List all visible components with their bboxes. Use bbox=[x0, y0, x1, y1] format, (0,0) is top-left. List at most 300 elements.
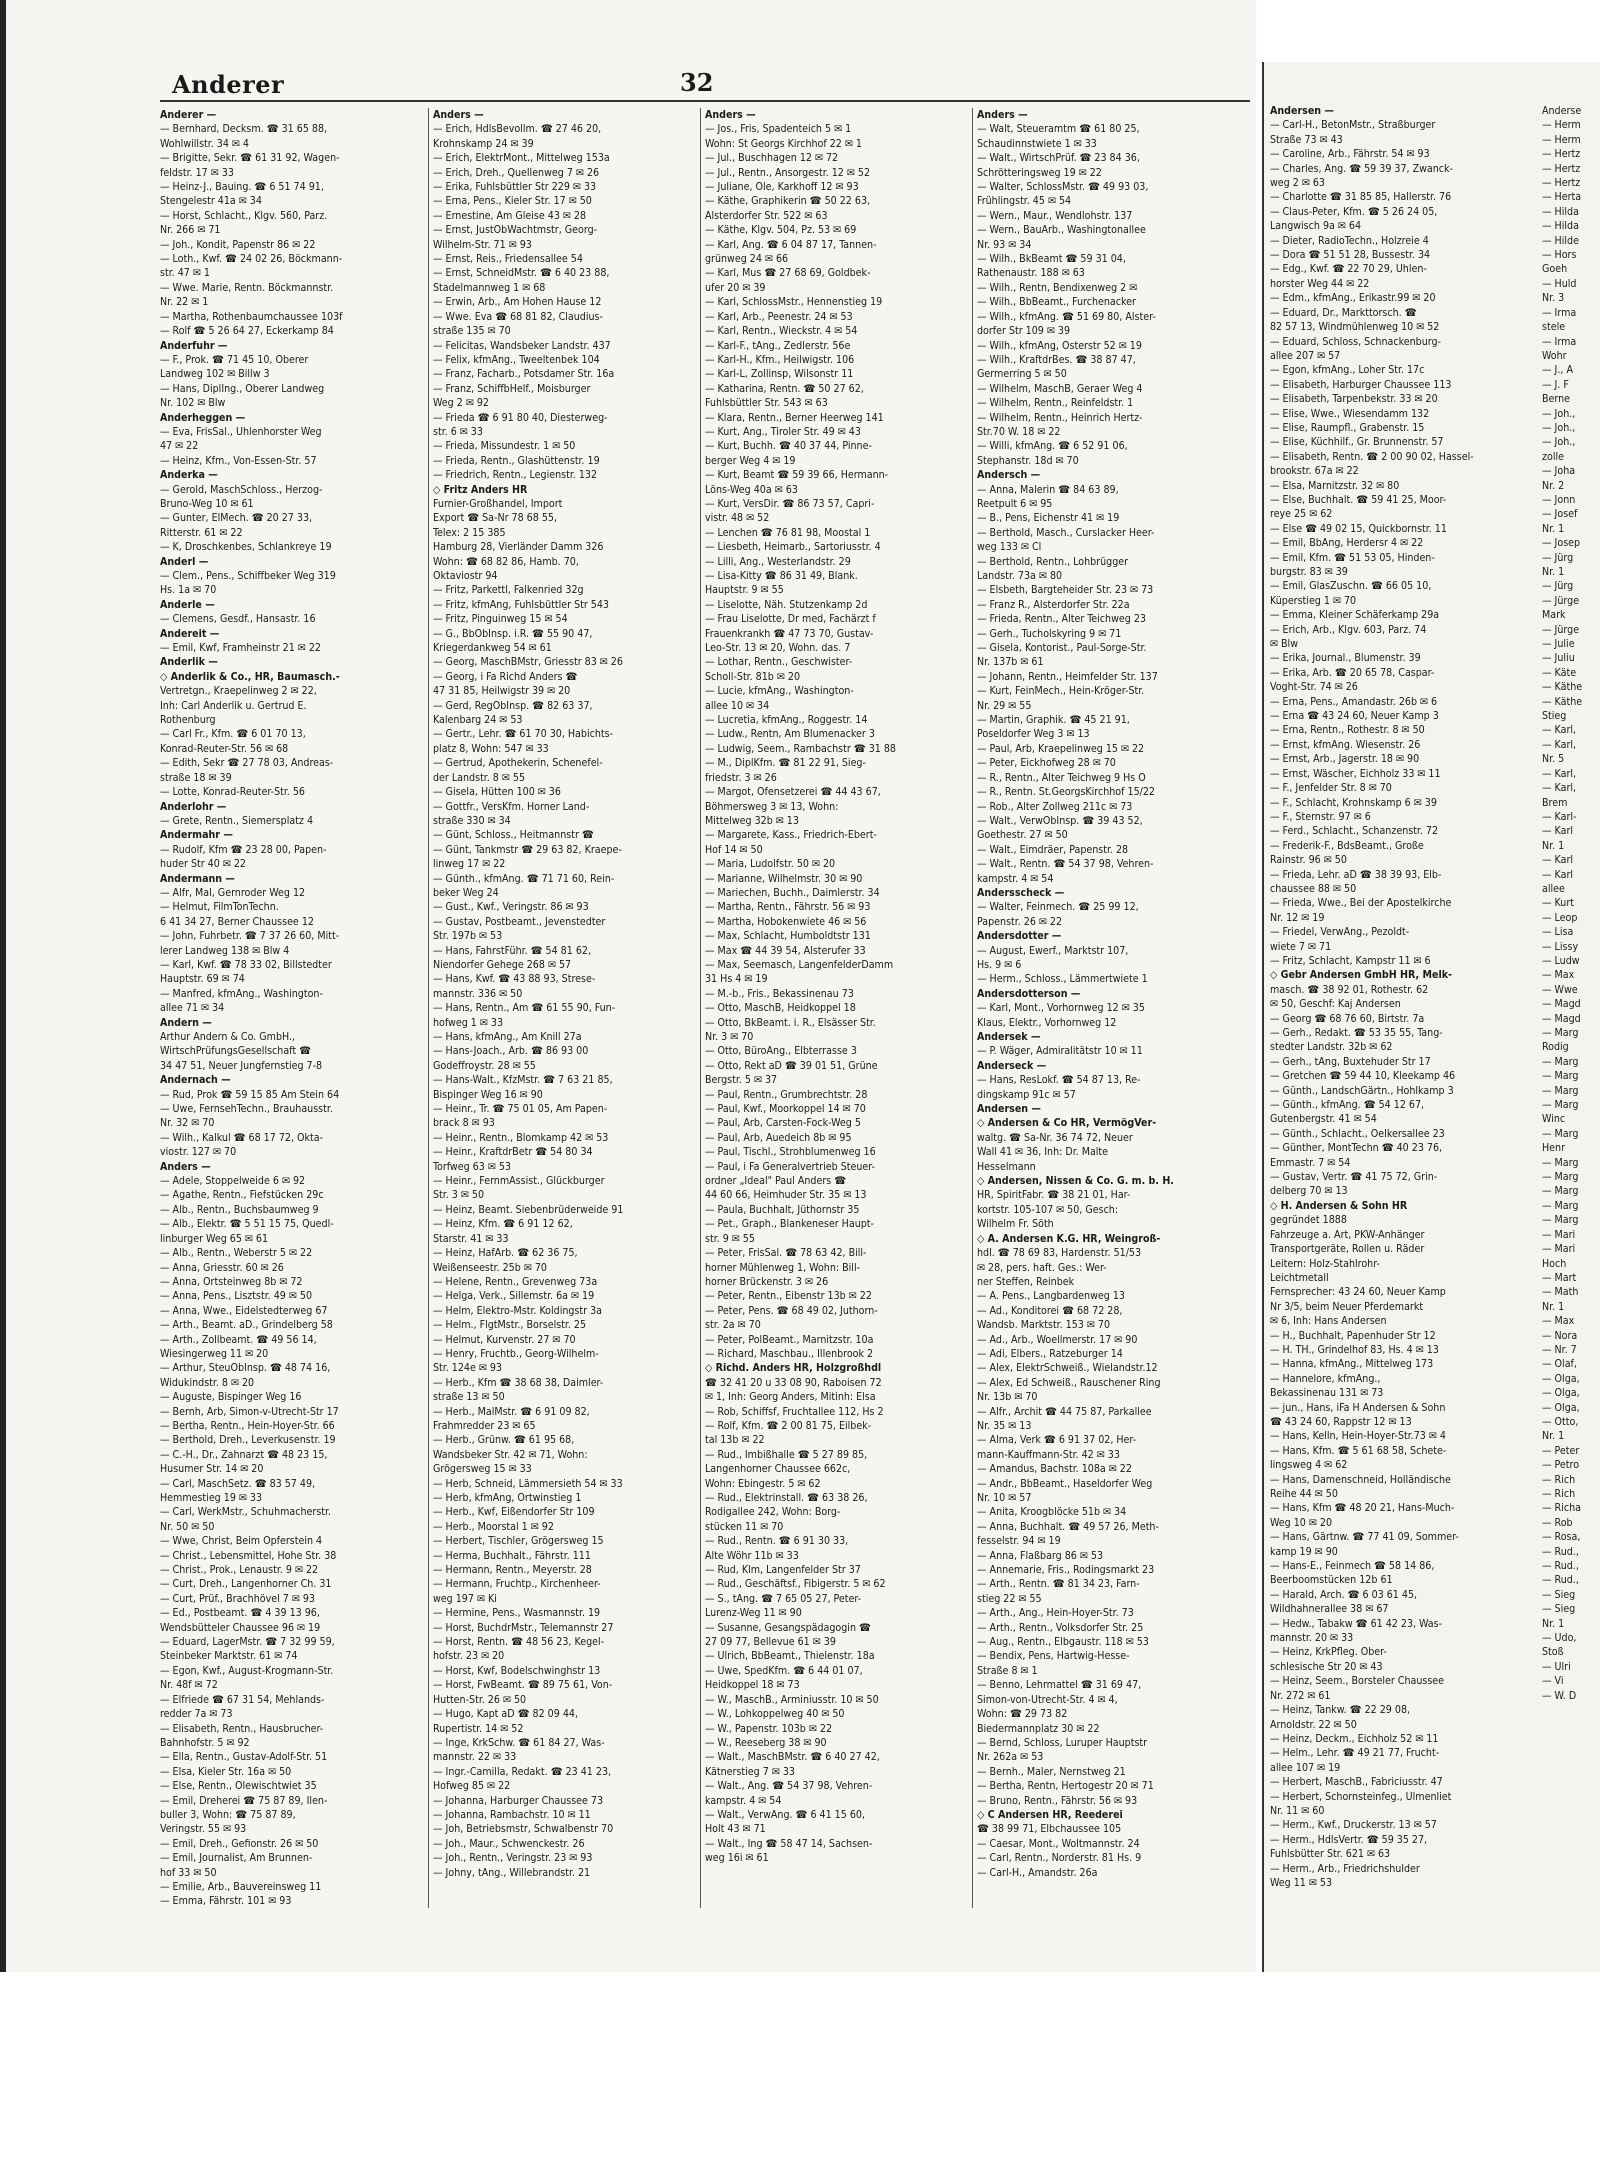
directory-entry-line: — Gustav, Postbeamt., Jevenstedter bbox=[433, 915, 606, 928]
directory-entry-line: — Martha, Rothenbaumchaussee 103f bbox=[160, 310, 343, 323]
directory-entry-line: — Hans-Joach., Arb. ☎ 86 93 00 bbox=[433, 1045, 589, 1058]
directory-entry-line: Nr. 272 ✉ 61 bbox=[1270, 1689, 1331, 1702]
directory-entry-line: Mark bbox=[1542, 609, 1566, 622]
directory-entry-line: — Christ., Lebensmittel, Hohe Str. 38 bbox=[160, 1549, 337, 1562]
directory-entry-line: — Max, Seemasch, LangenfelderDamm bbox=[705, 958, 894, 971]
directory-entry-line: — August, Ewerf., Marktstr 107, bbox=[977, 944, 1129, 957]
directory-entry-line: — Georg ☎ 68 76 60, Birtstr. 7a bbox=[1270, 1012, 1425, 1025]
directory-entry-line: Fernsprecher: 43 24 60, Neuer Kamp bbox=[1270, 1286, 1446, 1299]
directory-entry-line: Kriegerdankweg 54 ✉ 61 bbox=[433, 642, 552, 655]
directory-entry-line: — Arth., Beamt. aD., Grindelberg 58 bbox=[160, 1319, 333, 1332]
directory-entry-line: — Emil, Kfm. ☎ 51 53 05, Hinden- bbox=[1270, 551, 1435, 564]
directory-entry-line: — Carl, Rentn., Norderstr. 81 Hs. 9 bbox=[977, 1852, 1142, 1865]
directory-entry-line: Wildhahnerallee 38 ✉ 67 bbox=[1270, 1603, 1389, 1616]
directory-entry-line: — Paula, Buchhalt, Jüthornstr 35 bbox=[705, 1203, 860, 1216]
directory-entry-line: Rainstr. 96 ✉ 50 bbox=[1270, 854, 1347, 867]
directory-entry-line: — Herb., Grünw. ☎ 61 95 68, bbox=[433, 1434, 575, 1447]
directory-entry-line: — Edm., kfmAng., Erikastr.99 ✉ 20 bbox=[1270, 292, 1436, 305]
directory-entry-line: straße 330 ✉ 34 bbox=[433, 814, 511, 827]
directory-entry-line: — Marg bbox=[1542, 1070, 1579, 1083]
directory-entry-line: Bispinger Weg 16 ✉ 90 bbox=[433, 1088, 543, 1101]
directory-entry-line: — Ed., Postbeamt. ☎ 4 39 13 96, bbox=[160, 1607, 320, 1620]
directory-entry-line: — Rolf, Kfm. ☎ 2 00 81 75, Eilbek- bbox=[705, 1419, 872, 1432]
directory-entry-line: kampstr. 4 ✉ 54 bbox=[977, 872, 1054, 885]
directory-entry-line: — Arth., Zollbeamt. ☎ 49 56 14, bbox=[160, 1333, 317, 1346]
directory-entry-line: — Kurt bbox=[1542, 897, 1574, 910]
column-divider bbox=[428, 108, 429, 1908]
directory-entry-line: — Bruno, Rentn., Fährstr. 56 ✉ 93 bbox=[977, 1794, 1138, 1807]
directory-entry-line: Klaus, Elektr., Vorhornweg 12 bbox=[977, 1016, 1117, 1029]
directory-entry-line: — Karl, Ang. ☎ 6 04 87 17, Tannen- bbox=[705, 238, 877, 251]
directory-entry-line: Kätnerstieg 7 ✉ 33 bbox=[705, 1765, 795, 1778]
directory-entry-line: — Helene, Rentn., Grevenweg 73a bbox=[433, 1275, 598, 1288]
directory-entry-line: Leitern: Holz-Stahlrohr- bbox=[1270, 1257, 1380, 1270]
directory-entry-line: — Kurt, Beamt ☎ 59 39 66, Hermann- bbox=[705, 469, 889, 482]
directory-entry-line: — Karl, bbox=[1542, 724, 1577, 737]
directory-entry-line: Anderheggen — bbox=[160, 411, 246, 424]
directory-entry-line: Konrad-Reuter-Str. 56 ✉ 68 bbox=[160, 742, 289, 755]
directory-entry-line: — Heinz, Deckm., Eichholz 52 ✉ 11 bbox=[1270, 1732, 1439, 1745]
directory-entry-line: — Alma, Verk ☎ 6 91 37 02, Her- bbox=[977, 1434, 1137, 1447]
directory-entry-line: Anderfuhr — bbox=[160, 339, 228, 352]
directory-entry-line: — Jul., Rentn., Ansorgestr. 12 ✉ 52 bbox=[705, 166, 871, 179]
directory-entry-line: — Frieda, Rentn., Glashüttenstr. 19 bbox=[433, 454, 600, 467]
directory-entry-line: Weg 10 ✉ 20 bbox=[1270, 1516, 1333, 1529]
directory-entry-line: Rodigallee 242, Wohn: Borg- bbox=[705, 1506, 841, 1519]
directory-entry-line: Nr. 1 bbox=[1542, 522, 1565, 535]
directory-entry-line: — Ella, Rentn., Gustav-Adolf-Str. 51 bbox=[160, 1751, 328, 1764]
directory-entry-line: — Gerh., Tucholskyring 9 ✉ 71 bbox=[977, 627, 1122, 640]
directory-entry-line: ✉ 1, Inh: Georg Anders, Mitinh: Elsa bbox=[705, 1391, 876, 1404]
directory-entry-line: — Käthe bbox=[1542, 681, 1583, 694]
directory-entry-line: — Heinz, Tankw. ☎ 22 29 08, bbox=[1270, 1704, 1411, 1717]
directory-entry-line: — Rud, Klm, Langenfelder Str 37 bbox=[705, 1564, 861, 1577]
directory-entry-line: — P. Wäger, Admiralitätstr 10 ✉ 11 bbox=[977, 1045, 1143, 1058]
directory-entry-line: — Bernd, Schloss, Luruper Hauptstr bbox=[977, 1736, 1148, 1749]
directory-entry-line: Leo-Str. 13 ✉ 20, Wohn. das. 7 bbox=[705, 642, 851, 655]
directory-entry-line: buller 3, Wohn: ☎ 75 87 89, bbox=[160, 1808, 296, 1821]
directory-entry-line: — Rud., Imbißhalle ☎ 5 27 89 85, bbox=[705, 1448, 868, 1461]
directory-entry-line: Weg 2 ✉ 92 bbox=[433, 397, 489, 410]
directory-entry-line: Rothenburg bbox=[160, 714, 216, 727]
directory-entry-line: hofstr. 23 ✉ 20 bbox=[433, 1650, 505, 1663]
directory-entry-line: — Margot, Ofensetzerei ☎ 44 43 67, bbox=[705, 786, 881, 799]
directory-entry-line: — Anna, Griesstr. 60 ✉ 26 bbox=[160, 1261, 284, 1274]
directory-entry-line: Wandsbeker Str. 42 ✉ 71, Wohn: bbox=[433, 1448, 588, 1461]
directory-entry-line: — Hans-E., Feinmech ☎ 58 14 86, bbox=[1270, 1560, 1435, 1573]
directory-entry-line: — Josef bbox=[1542, 508, 1578, 521]
directory-entry-line: — Marg bbox=[1542, 1099, 1579, 1112]
directory-entry-line: Anderseck — bbox=[977, 1059, 1047, 1072]
directory-entry-line: Telex: 2 15 385 bbox=[433, 526, 506, 539]
directory-entry-line: — Martin, Graphik. ☎ 45 21 91, bbox=[977, 714, 1130, 727]
directory-entry-line: Stadelmannweg 1 ✉ 68 bbox=[433, 281, 546, 294]
directory-entry-line: — Hermann, Fruchtp., Kirchenheer- bbox=[433, 1578, 601, 1591]
directory-entry-line: straße 18 ✉ 39 bbox=[160, 771, 232, 784]
directory-entry-line: Steinbeker Marktstr. 61 ✉ 74 bbox=[160, 1650, 298, 1663]
directory-entry-line: — F., Schlacht, Krohnskamp 6 ✉ 39 bbox=[1270, 796, 1437, 809]
directory-entry-line: Nr. 266 ✉ 71 bbox=[160, 224, 221, 237]
directory-entry-line: lerer Landweg 138 ✉ Blw 4 bbox=[160, 944, 290, 957]
directory-entry-line: — Helm., Lehr. ☎ 49 21 77, Frucht- bbox=[1270, 1747, 1440, 1760]
directory-entry-line: beker Weg 24 bbox=[433, 886, 499, 899]
page-edge bbox=[0, 0, 6, 1972]
directory-entry-line: Germerring 5 ✉ 50 bbox=[977, 368, 1067, 381]
directory-entry-line: — Johanna, Rambachstr. 10 ✉ 11 bbox=[433, 1808, 591, 1821]
directory-entry-line: Anderlohr — bbox=[160, 800, 227, 813]
directory-entry-line: Berne bbox=[1542, 393, 1571, 406]
directory-entry-line: mannstr. 336 ✉ 50 bbox=[433, 987, 523, 1000]
directory-entry-line: — W., Reeseberg 38 ✉ 90 bbox=[705, 1736, 827, 1749]
directory-entry-line: — Heinz-J., Bauing. ☎ 6 51 74 91, bbox=[160, 181, 324, 194]
directory-entry-line: — Nr. 7 bbox=[1542, 1343, 1577, 1356]
directory-entry-line: — Hedw., Tabakw ☎ 61 42 23, Was- bbox=[1270, 1617, 1443, 1630]
directory-entry-line: Anders — bbox=[160, 1160, 211, 1173]
directory-entry-line: — Käthe bbox=[1542, 695, 1583, 708]
directory-entry-line: — Kurt, Ang., Tiroler Str. 49 ✉ 43 bbox=[705, 425, 861, 438]
directory-entry-line: Beerboomstücken 12b 61 bbox=[1270, 1574, 1393, 1587]
directory-entry-line: — Rob, Schiffsf, Fruchtallee 112, Hs 2 bbox=[705, 1405, 884, 1418]
directory-entry-line: — Vi bbox=[1542, 1675, 1564, 1688]
directory-entry-line: — Walt., MaschBMstr. ☎ 6 40 27 42, bbox=[705, 1751, 880, 1764]
directory-entry-line: Goeh bbox=[1542, 263, 1568, 276]
directory-entry-line: — M., DiplKfm. ☎ 81 22 91, Sieg- bbox=[705, 757, 866, 770]
directory-entry-line: WirtschPrüfungsGesellschaft ☎ bbox=[160, 1045, 311, 1058]
directory-entry-line: chaussee 88 ✉ 50 bbox=[1270, 882, 1357, 895]
directory-entry-line: — Hilda bbox=[1542, 220, 1579, 233]
directory-entry-line: Bruno-Weg 10 ✉ 61 bbox=[160, 497, 254, 510]
directory-entry-line: — Karl-H., Kfm., Heilwigstr. 106 bbox=[705, 353, 855, 366]
directory-entry-line: — Rud., Geschäftsf., Fibigerstr. 5 ✉ 62 bbox=[705, 1578, 886, 1591]
directory-entry-line: — Fritz, Schlacht, Kampstr 11 ✉ 6 bbox=[1270, 954, 1431, 967]
directory-entry-line: — Katharina, Rentn. ☎ 50 27 62, bbox=[705, 382, 864, 395]
directory-entry-line: — Frieda, Missundestr. 1 ✉ 50 bbox=[433, 440, 576, 453]
directory-entry-line: — Helm, Elektro-Mstr. Koldingstr 3a bbox=[433, 1304, 602, 1317]
directory-entry-line: Stieg bbox=[1542, 710, 1567, 723]
directory-entry-line: Biedermannplatz 30 ✉ 22 bbox=[977, 1722, 1100, 1735]
directory-entry-line: — Elisabeth, Rentn., Hausbrucher- bbox=[160, 1722, 324, 1735]
directory-entry-line: — Rud., bbox=[1542, 1545, 1579, 1558]
directory-entry-line: Nr. 3 ✉ 70 bbox=[705, 1031, 754, 1043]
directory-entry-line: — Walter, SchlossMstr. ☎ 49 93 03, bbox=[977, 181, 1149, 194]
directory-entry-line: — Erika, Fuhlsbüttler Str 229 ✉ 33 bbox=[433, 181, 597, 194]
directory-entry-line: — Else, Rentn., Olewischtwiet 35 bbox=[160, 1780, 317, 1793]
directory-entry-line: — Maria, Ludolfstr. 50 ✉ 20 bbox=[705, 858, 836, 871]
directory-entry-line: — Emil, Dreherei ☎ 75 87 89, Ilen- bbox=[160, 1794, 328, 1807]
directory-entry-line: Andersen — bbox=[977, 1103, 1041, 1116]
directory-entry-line: Krohnskamp 24 ✉ 39 bbox=[433, 137, 534, 150]
directory-entry-line: — Ingr.-Camilla, Redakt. ☎ 23 41 23, bbox=[433, 1765, 612, 1778]
directory-entry-line: — Mart bbox=[1542, 1271, 1577, 1284]
directory-entry-line: — Else, Buchhalt. ☎ 59 41 25, Moor- bbox=[1270, 493, 1447, 506]
directory-entry-line: Hemmestieg 19 ✉ 33 bbox=[160, 1492, 263, 1504]
directory-entry-line: — Margarete, Kass., Friedrich-Ebert- bbox=[705, 829, 877, 842]
directory-entry-line: — Gunter, ElMech. ☎ 20 27 33, bbox=[160, 512, 313, 525]
directory-entry-line: — Erika, Journal., Blumenstr. 39 bbox=[1270, 652, 1421, 665]
directory-entry-line: Wandsb. Marktstr. 153 ✉ 70 bbox=[977, 1319, 1111, 1332]
directory-entry-line: Papenstr. 26 ✉ 22 bbox=[977, 915, 1063, 928]
directory-entry-line: — Günth., LandschGärtn., Hohlkamp 3 bbox=[1270, 1084, 1454, 1097]
directory-entry-line: Weißenseestr. 25b ✉ 70 bbox=[433, 1261, 547, 1274]
directory-entry-line: Frauenkrankh ☎ 47 73 70, Gustav- bbox=[705, 627, 874, 640]
directory-entry-line: allee 207 ✉ 57 bbox=[1270, 349, 1341, 362]
directory-entry-line: — Herm., Schloss., Lämmertwiete 1 bbox=[977, 973, 1148, 986]
directory-entry-line: — Kurt, Buchh. ☎ 40 37 44, Pinne- bbox=[705, 440, 872, 453]
directory-entry-line: — Marg bbox=[1542, 1214, 1579, 1227]
directory-entry-line: kortstr. 105-107 ✉ 50, Gesch: bbox=[977, 1203, 1119, 1216]
directory-entry-line: — Udo, bbox=[1542, 1632, 1577, 1645]
directory-entry-line: — Hertz bbox=[1542, 162, 1581, 175]
directory-entry-line: Leichtmetall bbox=[1270, 1271, 1329, 1284]
directory-entry-line: — Hugo, Kapt aD ☎ 82 09 44, bbox=[433, 1708, 578, 1721]
directory-entry-line: — Marg bbox=[1542, 1199, 1579, 1212]
directory-entry-line: — Karl, bbox=[1542, 767, 1577, 780]
directory-entry-line: — Marg bbox=[1542, 1185, 1579, 1198]
directory-entry-line: — Peter bbox=[1542, 1444, 1580, 1457]
directory-entry-line: Anderka — bbox=[160, 469, 218, 482]
directory-entry-line: — Rich bbox=[1542, 1488, 1576, 1500]
directory-entry-line: — Georg, MaschBMstr, Griesstr 83 ✉ 26 bbox=[433, 656, 623, 669]
directory-entry-line: Hs. 1a ✉ 70 bbox=[160, 584, 217, 597]
directory-entry-line: — Herbert, Tischler, Grögersweg 15 bbox=[433, 1535, 604, 1548]
directory-entry-line: — Hans-Walt., KfzMstr. ☎ 7 63 21 85, bbox=[433, 1074, 613, 1087]
directory-entry-line: — Walt., VerwObInsp. ☎ 39 43 52, bbox=[977, 814, 1143, 827]
column-4 bbox=[977, 108, 1249, 1908]
directory-entry-line: — Erich, Dreh., Quellenweg 7 ✉ 26 bbox=[433, 166, 600, 179]
directory-entry-line: ◇ A. Andersen K.G. HR, Weingroß- bbox=[977, 1232, 1161, 1245]
directory-entry-line: — Johny, tAng., Willebrandstr. 21 bbox=[433, 1866, 591, 1879]
directory-entry-line: reye 25 ✉ 62 bbox=[1270, 508, 1333, 521]
directory-entry-line: — Marg bbox=[1542, 1027, 1579, 1039]
directory-entry-line: — Rud, Prok ☎ 59 15 85 Am Stein 64 bbox=[160, 1088, 340, 1101]
directory-entry-line: — Bertha, Rentn, Hertogestr 20 ✉ 71 bbox=[977, 1780, 1154, 1793]
directory-entry-line: allee 71 ✉ 34 bbox=[160, 1002, 225, 1015]
directory-entry-line: — W., MaschB., Arminiusstr. 10 ✉ 50 bbox=[705, 1693, 879, 1706]
directory-entry-line: — Wern., BauArb., Washingtonallee bbox=[977, 224, 1146, 237]
directory-entry-line: Str.70 W. 18 ✉ 22 bbox=[977, 425, 1061, 438]
directory-entry-line: — Karl, Arb., Peenestr. 24 ✉ 53 bbox=[705, 310, 853, 323]
directory-entry-line: Scholl-Str. 81b ✉ 20 bbox=[705, 670, 801, 683]
directory-entry-line: Landweg 102 ✉ Billw 3 bbox=[160, 368, 270, 381]
directory-entry-line: — Lucretia, kfmAng., Roggestr. 14 bbox=[705, 714, 868, 727]
directory-entry-line: — Irma bbox=[1542, 335, 1577, 348]
directory-entry-line: Fahrzeuge a. Art, PKW-Anhänger bbox=[1270, 1228, 1425, 1241]
directory-entry-line: — Anna, Flaßbarg 86 ✉ 53 bbox=[977, 1549, 1104, 1562]
directory-entry-line: Andersen — bbox=[1270, 105, 1334, 117]
directory-entry-line: ner Steffen, Reinbek bbox=[977, 1275, 1075, 1288]
directory-entry-line: — Uwe, SpedKfm. ☎ 6 44 01 07, bbox=[705, 1664, 863, 1677]
column-2 bbox=[433, 108, 705, 1908]
directory-entry-line: Andersek — bbox=[977, 1031, 1041, 1043]
directory-entry-line: — Helga, Verk., Sillemstr. 6a ✉ 19 bbox=[433, 1290, 595, 1303]
directory-entry-line: Stengelestr 41a ✉ 34 bbox=[160, 195, 262, 208]
directory-entry-line: — Otto, MaschB, Heidkoppel 18 bbox=[705, 1002, 856, 1015]
directory-entry-line: tal 13b ✉ 22 bbox=[705, 1434, 765, 1447]
directory-entry-line: — Ernst, Arb., Jagerstr. 18 ✉ 90 bbox=[1270, 753, 1420, 766]
directory-entry-line: — S., tAng. ☎ 7 65 05 27, Peter- bbox=[705, 1592, 862, 1605]
directory-entry-line: — Juliane, Ole, Karkhoff 12 ✉ 93 bbox=[705, 181, 859, 194]
directory-entry-line: horster Weg 44 ✉ 22 bbox=[1270, 277, 1370, 290]
directory-entry-line: Nr. 50 ✉ 50 bbox=[160, 1520, 215, 1533]
directory-entry-line: — Walt., Ang. ☎ 54 37 98, Vehren- bbox=[705, 1780, 873, 1793]
directory-entry-line: — Walt., WirtschPrüf. ☎ 23 84 36, bbox=[977, 152, 1140, 165]
directory-entry-line: Export ☎ Sa-Nr 78 68 55, bbox=[433, 512, 557, 525]
directory-entry-line: Reetpult 6 ✉ 95 bbox=[977, 497, 1053, 510]
directory-entry-line: Hoch bbox=[1542, 1257, 1567, 1270]
directory-entry-line: — Rosa, bbox=[1542, 1531, 1581, 1544]
directory-entry-line: Nr. 1 bbox=[1542, 1617, 1565, 1630]
directory-entry-line: — Bernh., Maler, Nernstweg 21 bbox=[977, 1765, 1126, 1778]
column-divider bbox=[700, 108, 701, 1908]
directory-entry-line: — J. F bbox=[1542, 378, 1569, 391]
directory-entry-line: — Hans, Rentn., Am ☎ 61 55 90, Fun- bbox=[433, 1002, 616, 1015]
directory-entry-line: — Carl-H., Amandstr. 26a bbox=[977, 1866, 1098, 1879]
directory-entry-line: Schrötteringsweg 19 ✉ 22 bbox=[977, 166, 1102, 179]
directory-entry-line: — F., Sternstr. 97 ✉ 6 bbox=[1270, 810, 1371, 823]
directory-entry-line: — Peter, FrisSal. ☎ 78 63 42, Bill- bbox=[705, 1247, 867, 1260]
directory-entry-line: Stoß bbox=[1542, 1646, 1564, 1659]
directory-entry-line: Schaudinnstwiete 1 ✉ 33 bbox=[977, 137, 1097, 150]
directory-entry-line: 6 41 34 27, Berner Chaussee 12 bbox=[160, 915, 314, 928]
directory-entry-line: dingskamp 91c ✉ 57 bbox=[977, 1088, 1076, 1101]
directory-entry-line: — Wilh., BbBeamt., Furchenacker bbox=[977, 296, 1136, 309]
directory-entry-line: ✉ 6, Inh: Hans Andersen bbox=[1270, 1315, 1387, 1328]
directory-entry-line: — Karl bbox=[1542, 825, 1574, 838]
directory-entry-line: delberg 70 ✉ 13 bbox=[1270, 1185, 1348, 1198]
directory-entry-line: — A. Pens., Langbardenweg 13 bbox=[977, 1290, 1125, 1303]
directory-entry-line: ☎ 43 24 60, Rappstr 12 ✉ 13 bbox=[1270, 1415, 1412, 1428]
directory-entry-line: — Auguste, Bispinger Weg 16 bbox=[160, 1391, 302, 1404]
directory-entry-line: — Erich, ElektrMont., Mittelweg 153a bbox=[433, 152, 610, 165]
directory-entry-line: Nr. 22 ✉ 1 bbox=[160, 296, 209, 309]
directory-entry-line: Wendsbütteler Chaussee 96 ✉ 19 bbox=[160, 1621, 321, 1634]
header-rule bbox=[160, 100, 1250, 102]
directory-entry-line: — Grete, Rentn., Siemersplatz 4 bbox=[160, 814, 314, 827]
directory-entry-line: Nr. 3 bbox=[1542, 292, 1565, 305]
directory-entry-line: str. 6 ✉ 33 bbox=[433, 425, 483, 438]
directory-entry-line: — Walt., Rentn. ☎ 54 37 98, Vehren- bbox=[977, 858, 1154, 871]
directory-entry-line: — Marg bbox=[1542, 1084, 1579, 1097]
directory-entry-line: Arnoldstr. 22 ✉ 50 bbox=[1270, 1718, 1357, 1731]
directory-entry-line: — Fritz, Pinguinweg 15 ✉ 54 bbox=[433, 613, 568, 626]
directory-entry-line: Weg 11 ✉ 53 bbox=[1270, 1876, 1333, 1889]
directory-entry-line: — Johann, Rentn., Heimfelder Str. 137 bbox=[977, 670, 1158, 683]
directory-entry-line: — Gisela, Hütten 100 ✉ 36 bbox=[433, 786, 561, 799]
directory-entry-line: — F., Jenfelder Str. 8 ✉ 70 bbox=[1270, 782, 1392, 795]
directory-entry-line: Böhmersweg 3 ✉ 13, Wohn: bbox=[705, 800, 839, 813]
directory-entry-line: 82 57 13, Windmühlenweg 10 ✉ 52 bbox=[1270, 321, 1440, 334]
directory-entry-line: Straße 73 ✉ 43 bbox=[1270, 133, 1343, 146]
directory-entry-line: — Wilhelm, Rentn., Heinrich Hertz- bbox=[977, 411, 1143, 424]
directory-entry-line: — Lilli, Ang., Westerlandstr. 29 bbox=[705, 555, 851, 568]
directory-entry-line: Lurenz-Weg 11 ✉ 90 bbox=[705, 1607, 802, 1620]
directory-entry-line: — Karl, Mus ☎ 27 68 69, Goldbek- bbox=[705, 267, 871, 280]
directory-entry-line: — Clemens, Gesdf., Hansastr. 16 bbox=[160, 613, 316, 626]
directory-entry-line: — Horst, Kwf, Bodelschwinghstr 13 bbox=[433, 1664, 601, 1677]
directory-entry-line: Widukindstr. 8 ✉ 20 bbox=[160, 1376, 255, 1389]
directory-entry-line: — Paul, Rentn., Grumbrechtstr. 28 bbox=[705, 1088, 868, 1101]
directory-entry-line: Str. 197b ✉ 53 bbox=[433, 930, 503, 943]
directory-entry-line: — Martha, Rentn., Fährstr. 56 ✉ 93 bbox=[705, 901, 871, 914]
directory-entry-line: Andermahr — bbox=[160, 829, 233, 842]
directory-entry-line: Wiesingerweg 11 ✉ 20 bbox=[160, 1347, 269, 1360]
directory-entry-line: — Wilh., kfmAng, Osterstr 52 ✉ 19 bbox=[977, 339, 1142, 352]
directory-entry-line: — Alfr., Archit ☎ 44 75 87, Parkallee bbox=[977, 1405, 1152, 1418]
directory-entry-line: — Wilhelm, Rentn., Reinfeldstr. 1 bbox=[977, 397, 1134, 410]
directory-entry-line: — M.-b., Fris., Bekassinenau 73 bbox=[705, 987, 854, 1000]
directory-entry-line: Andersscheck — bbox=[977, 886, 1065, 899]
directory-entry-line: — Hans, Kfm. ☎ 5 61 68 58, Schete- bbox=[1270, 1444, 1447, 1457]
directory-entry-line: Nr. 102 ✉ Blw bbox=[160, 397, 226, 410]
directory-entry-line: Nr. 11 ✉ 60 bbox=[1270, 1804, 1325, 1817]
directory-entry-line: horner Brückenstr. 3 ✉ 26 bbox=[705, 1275, 829, 1288]
directory-entry-line: Str. 124e ✉ 93 bbox=[433, 1362, 502, 1375]
directory-entry-line: linweg 17 ✉ 22 bbox=[433, 858, 506, 871]
directory-entry-line: — Friedel, VerwAng., Pezoldt- bbox=[1270, 926, 1410, 939]
directory-entry-line: 47 31 85, Heilwigstr 39 ✉ 20 bbox=[433, 685, 571, 698]
directory-entry-line: Nr. 48f ✉ 72 bbox=[160, 1679, 218, 1692]
directory-entry-line: Nr. 29 ✉ 55 bbox=[977, 699, 1032, 712]
directory-entry-line: Wall 41 ✉ 36, Inh: Dr. Malte bbox=[977, 1146, 1109, 1159]
directory-entry-line: weg 197 ✉ Ki bbox=[433, 1592, 497, 1605]
directory-entry-line: — Alb., Rentn., Weberstr 5 ✉ 22 bbox=[160, 1247, 313, 1260]
directory-entry-line: — Marg bbox=[1542, 1156, 1579, 1169]
directory-entry-line: — Magd bbox=[1542, 1012, 1581, 1025]
directory-entry-line: — Joh., bbox=[1542, 407, 1576, 420]
directory-entry-line: — Magd bbox=[1542, 998, 1581, 1011]
directory-entry-line: Andern — bbox=[160, 1016, 212, 1029]
directory-entry-line: Fuhlsbüttler Str. 543 ✉ 63 bbox=[705, 397, 828, 410]
right-column-1 bbox=[1270, 104, 1536, 1904]
directory-entry-line: Husumer Str. 14 ✉ 20 bbox=[160, 1463, 264, 1476]
directory-entry-line: — Frieda ☎ 6 91 80 40, Diesterweg- bbox=[433, 411, 608, 424]
directory-entry-line: Str. 3 ✉ 50 bbox=[433, 1189, 485, 1202]
directory-entry-line: straße 13 ✉ 50 bbox=[433, 1391, 505, 1404]
directory-entry-line: ◇ Gebr Andersen GmbH HR, Melk- bbox=[1270, 969, 1452, 982]
directory-entry-line: — Jul., Buschhagen 12 ✉ 72 bbox=[705, 152, 839, 165]
directory-entry-line: — Ad., Arb., Woellmerstr. 17 ✉ 90 bbox=[977, 1333, 1138, 1346]
directory-entry-line: — Käthe, Graphikerin ☎ 50 22 63, bbox=[705, 195, 871, 208]
directory-entry-line: — Emil, BbAng, Herdersr 4 ✉ 22 bbox=[1270, 537, 1424, 550]
directory-entry-line: — Walter, Feinmech. ☎ 25 99 12, bbox=[977, 901, 1139, 914]
directory-entry-line: — Brigitte, Sekr. ☎ 61 31 92, Wagen- bbox=[160, 152, 340, 165]
directory-entry-line: — Liesbeth, Heimarb., Sartoriusstr. 4 bbox=[705, 541, 881, 554]
directory-entry-line: — Erika, Arb. ☎ 20 65 78, Caspar- bbox=[1270, 666, 1435, 679]
directory-entry-line: Godeffroystr. 28 ✉ 55 bbox=[433, 1059, 536, 1072]
directory-entry-line: Hof 14 ✉ 50 bbox=[705, 843, 763, 856]
directory-entry-line: — Hans, kfmAng., Am Knill 27a bbox=[433, 1031, 582, 1043]
directory-entry-line: HR, SpiritFabr. ☎ 38 21 01, Har- bbox=[977, 1189, 1131, 1202]
directory-entry-line: — Emma, Kleiner Schäferkamp 29a bbox=[1270, 609, 1440, 622]
directory-entry-line: — Elsa, Marnitzstr. 32 ✉ 80 bbox=[1270, 479, 1400, 492]
directory-entry-line: — G., BbObInsp. i.R. ☎ 55 90 47, bbox=[433, 627, 593, 640]
directory-entry-line: — Gisela, Kontorist., Paul-Sorge-Str. bbox=[977, 642, 1147, 655]
directory-entry-line: — Curt, Dreh., Langenhorner Ch. 31 bbox=[160, 1578, 332, 1591]
directory-entry-line: 27 09 77, Bellevue 61 ✉ 39 bbox=[705, 1636, 836, 1649]
directory-entry-line: — Dora ☎ 51 51 28, Bussestr. 34 bbox=[1270, 249, 1431, 262]
directory-entry-line: — Ulri bbox=[1542, 1660, 1571, 1673]
directory-entry-line: — Alex, Ed Schweiß., Rauschener Ring bbox=[977, 1376, 1161, 1389]
directory-entry-line: — Johanna, Harburger Chaussee 73 bbox=[433, 1794, 604, 1807]
directory-entry-line: — Rich bbox=[1542, 1473, 1576, 1486]
directory-entry-line: kampstr. 4 ✉ 54 bbox=[705, 1794, 782, 1807]
directory-entry-line: Küperstieg 1 ✉ 70 bbox=[1270, 594, 1357, 607]
directory-entry-line: Rathenaustr. 188 ✉ 63 bbox=[977, 267, 1085, 280]
directory-entry-line: — Annemarie, Fris., Rodingsmarkt 23 bbox=[977, 1564, 1155, 1577]
directory-entry-line: redder 7a ✉ 73 bbox=[160, 1708, 233, 1721]
directory-entry-line: — Herma, Buchhalt., Fährstr. 111 bbox=[433, 1549, 591, 1562]
directory-entry-line: — Anna, Buchhalt. ☎ 49 57 26, Meth- bbox=[977, 1520, 1159, 1533]
